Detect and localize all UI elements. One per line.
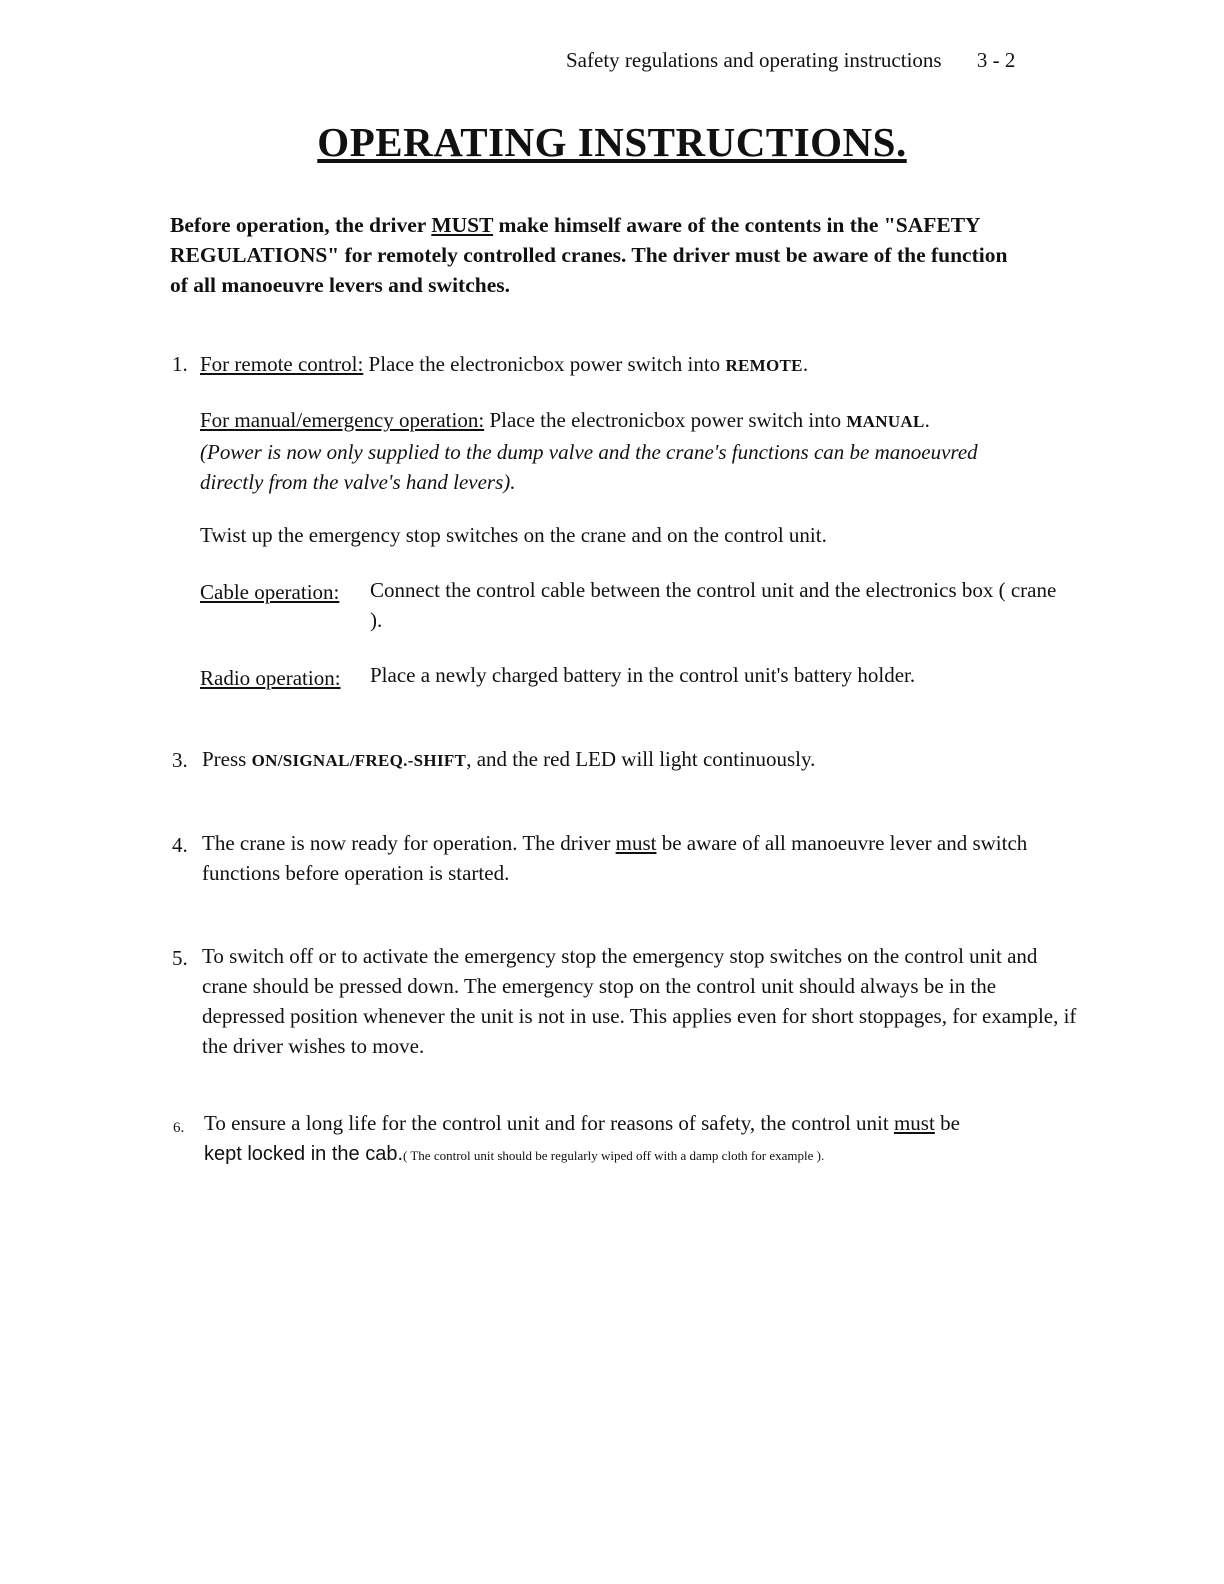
page-number: 3 - 2 — [976, 48, 1016, 72]
step-4-must: must — [615, 831, 657, 855]
step-4-number: 4. — [172, 833, 188, 857]
step-4-text — [202, 828, 1082, 888]
step-5-text: To switch off or to activate the emergency stop the emergency stop switches on the control unit and crane should be pressed down. The emergency stop on the control unit should always be in the depressed position whenever the unit is not in use. This applies even for short stoppages, for example, if the driver wishes to move. — [202, 944, 1077, 1058]
step-6-must: must — [893, 1111, 935, 1135]
step-4-text-1: The crane is now ready for operation. The driver — [202, 831, 616, 855]
step-1-label: For remote control: — [200, 352, 364, 376]
step-4-text-2: be aware of all manoeuvre lever and switch functions before operation is started. — [202, 831, 1028, 885]
running-header — [566, 48, 1015, 73]
step-3-text — [202, 744, 1082, 776]
cable-label: Cable operation: — [200, 580, 340, 604]
manual-label: For manual/emergency operation: — [200, 408, 485, 432]
manual-body: Place the electronicbox power switch into — [484, 408, 847, 432]
intro-text-1: Before operation, the driver — [170, 213, 432, 237]
step-1-keyword: REMOTE — [725, 356, 803, 375]
step-6-text-3: kept locked in the cab. — [204, 1143, 404, 1165]
cable-text: Connect the control cable between the control unit and the electronics box ( crane ). — [370, 578, 1057, 632]
manual-end: . — [924, 408, 930, 432]
step-3-text-1: Press — [202, 747, 252, 771]
step-3-text-2: , and the red LED will light continuously. — [466, 747, 816, 771]
step-1-body: Place the electronicbox power switch into — [363, 352, 726, 376]
step-3-keyword: ON/SIGNAL/FREQ.-SHIFT — [251, 751, 467, 770]
step-3-number: 3. — [172, 748, 188, 772]
step-5-number: 5. — [172, 946, 188, 970]
intro-must: MUST — [431, 213, 494, 237]
manual-note: (Power is now only supplied to the dump valve and the crane's functions can be manoeuvred directly from the valve's hand levers). — [200, 440, 978, 494]
radio-label: Radio operation: — [200, 666, 341, 690]
intro-text-2: make himself aware of the contents in the "SAFETY REGULATIONS" for remotely controlled cranes. The driver must be aware of the function of all manoeuvre levers and switches. — [170, 213, 1008, 297]
step-1-end: . — [802, 352, 809, 376]
step-6-text-1: To ensure a long life for the control unit and for reasons of safety, the control unit — [204, 1111, 894, 1135]
step-6-number: 6. — [173, 1120, 185, 1136]
twist-paragraph: Twist up the emergency stop switches on the crane and on the control unit. — [200, 523, 827, 547]
intro-paragraph — [170, 210, 1030, 300]
step-6-text-2: be — [934, 1111, 960, 1135]
step-6-small: ( The control unit should be regularly wiped off with a damp cloth for example ). — [403, 1148, 825, 1163]
page-title: OPERATING INSTRUCTIONS. — [317, 119, 907, 165]
manual-paragraph — [200, 405, 1080, 497]
radio-text: Place a newly charged battery in the control unit's battery holder. — [370, 663, 916, 687]
step-6-text — [204, 1108, 1084, 1171]
step-1-text — [200, 349, 1100, 381]
manual-keyword: MANUAL — [846, 412, 925, 431]
running-title: Safety regulations and operating instructions — [566, 48, 942, 72]
step-1-number: 1. — [172, 352, 188, 376]
